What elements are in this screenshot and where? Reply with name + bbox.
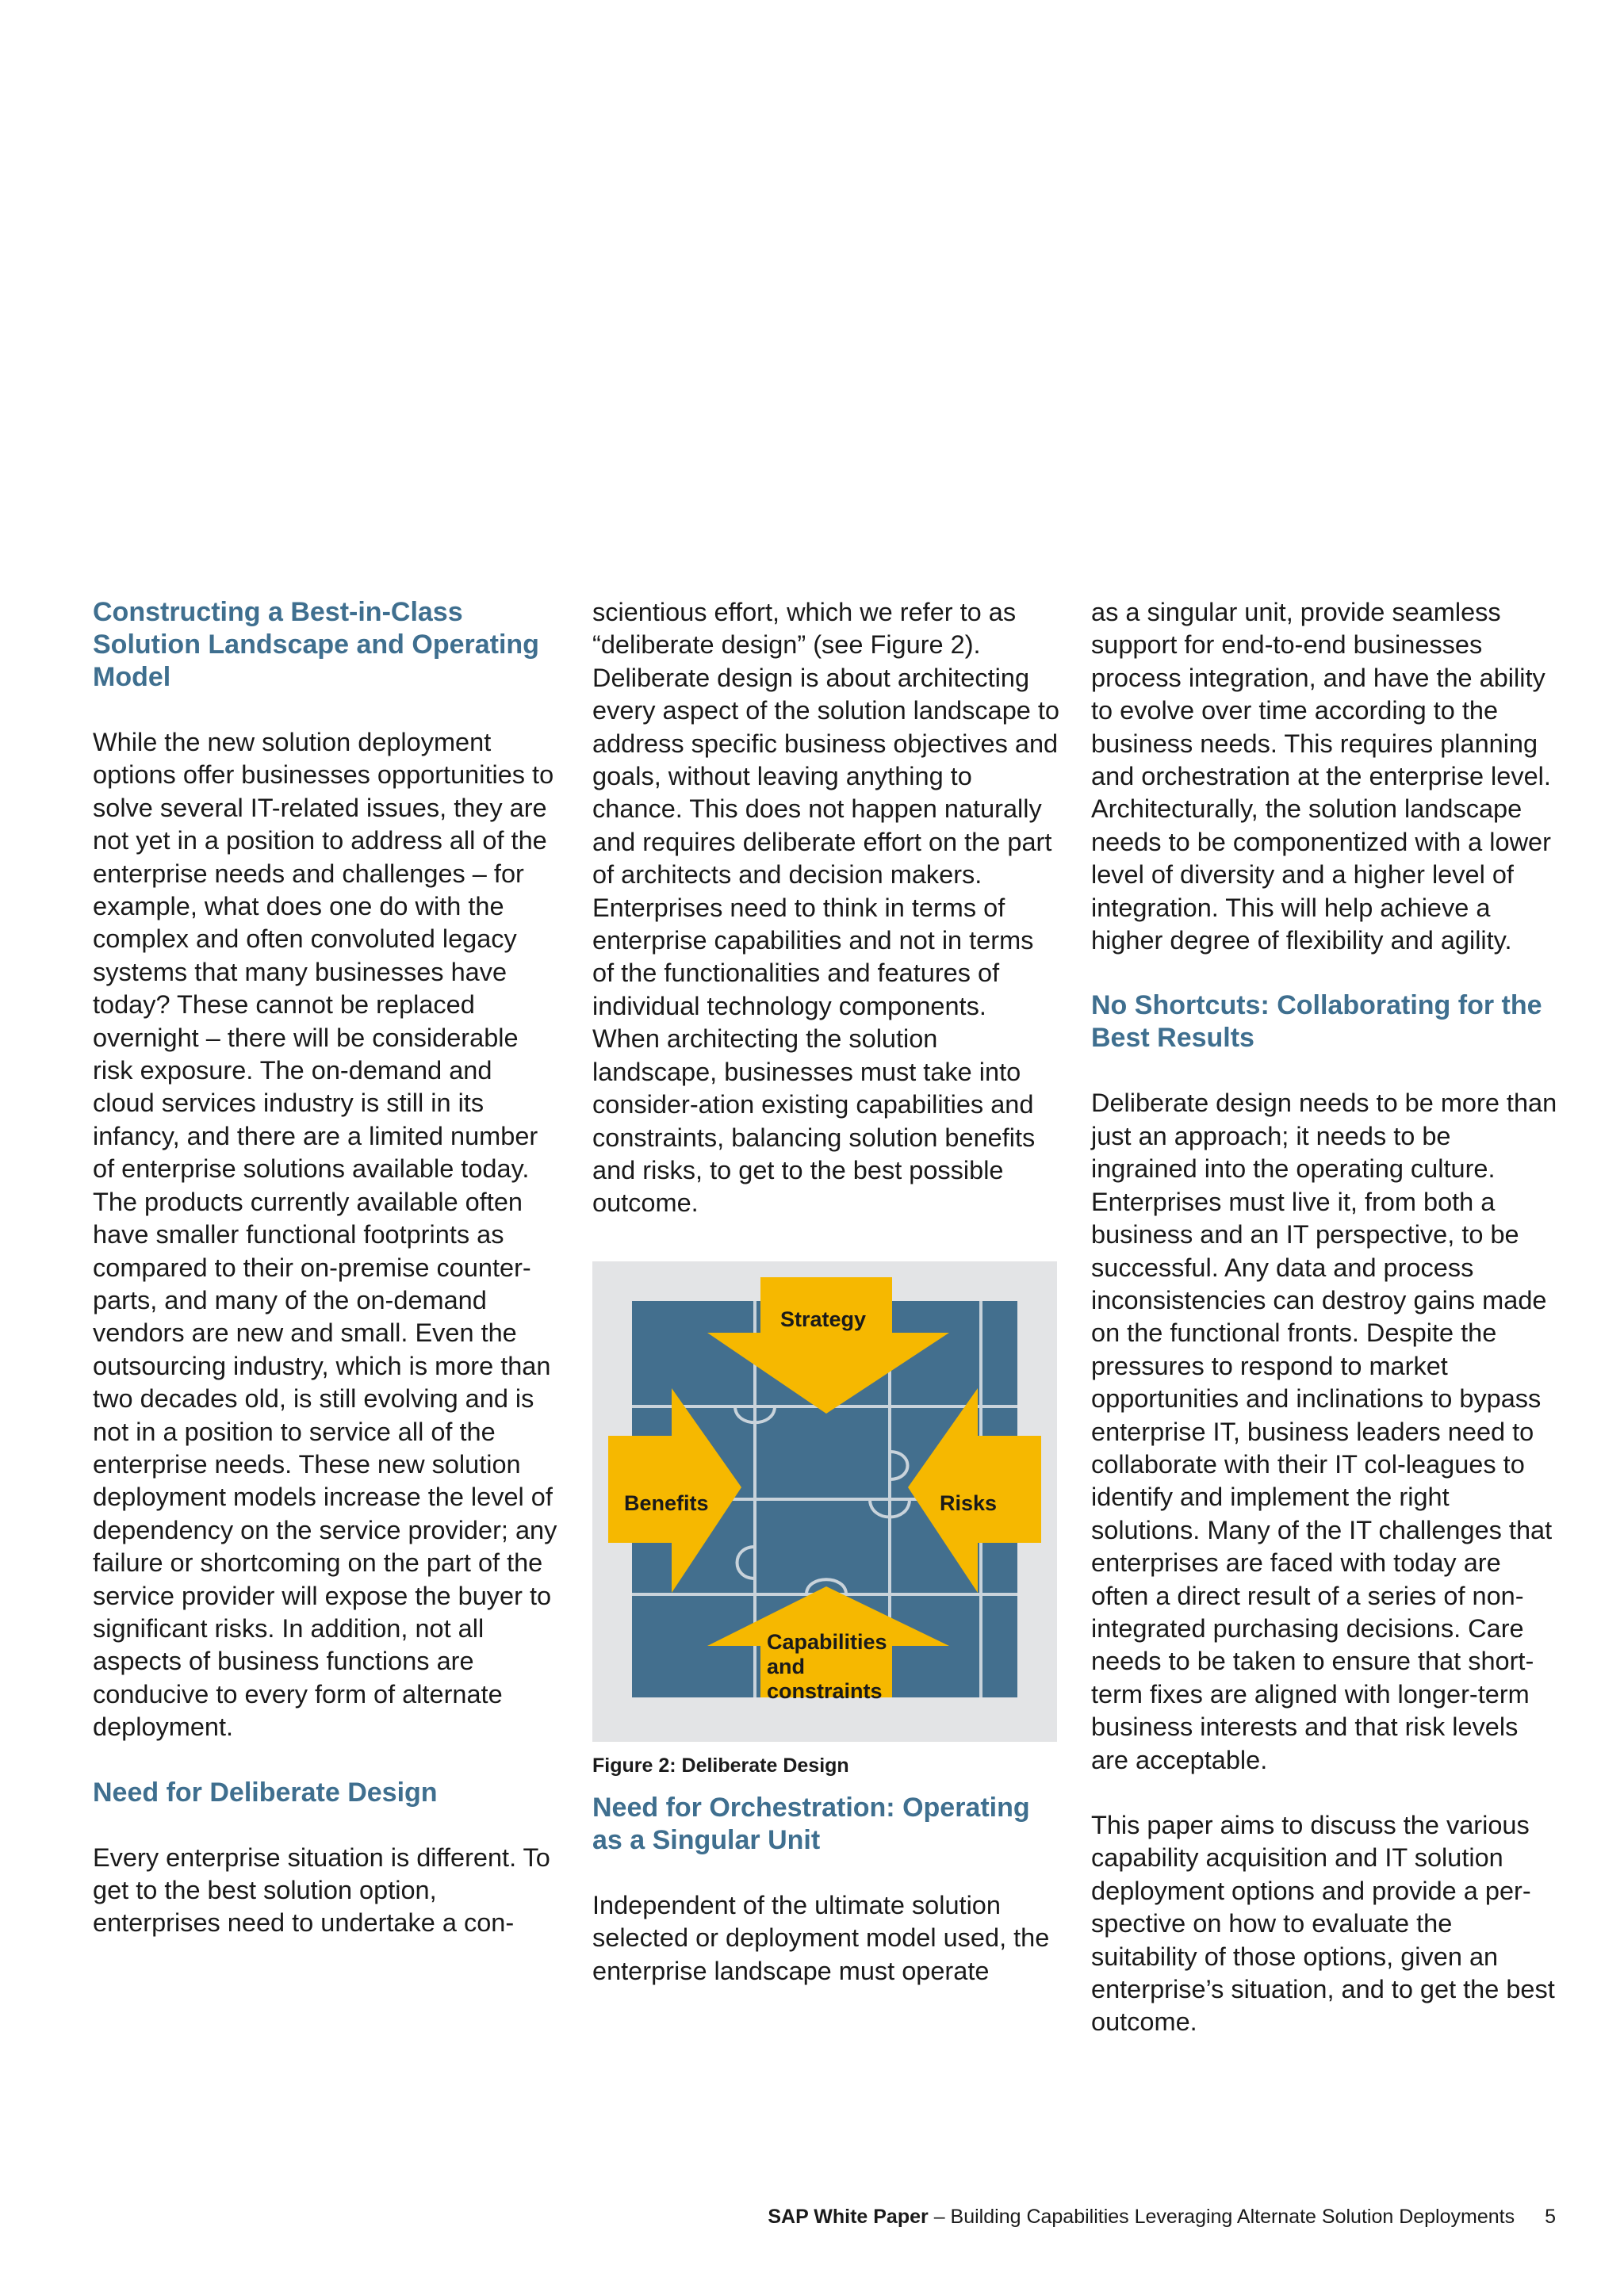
paragraph-independent-solution: Independent of the ultimate solution selected or deployment model used, the enterprise landscape must operate	[592, 1890, 1050, 1985]
paragraph-paper-aims: This paper aims to discuss the various capability acquisition and IT solution deployment options and provide a per-spective on how to evaluate the suitability of those options, given an enterprise’s situation, and to get the best outcome.	[1091, 1811, 1555, 2037]
deliberate-design-figure	[592, 1261, 1057, 1742]
figure-caption: Figure 2: Deliberate Design	[592, 1754, 849, 1777]
paragraph-enterprise-situation: Every enterprise situation is different. To get to the best solution option, enterprises need to undertake a con-	[93, 1843, 550, 1938]
section-heading-best-in-class: Constructing a Best-in-Class Solution Landscape and Operating Model	[93, 597, 539, 692]
paragraph-solution-options: While the new solution deployment options offer businesses opportunities to solve several IT-related issues, they are not yet in a position to address all of the enterprise needs and challenges – for example, what does one do with the complex and often convoluted legacy systems that many businesses have today? These cannot be replaced overnight – there will be considerable risk exposure. The on-demand and cloud services industry is still in its infancy, and there are a limited number of enterprise solutions available today. The products currently available often have smaller functional footprints as compared to their on-premise counter-parts, and many of the on-demand vendors are new and small. Even the outsourcing industry, which is more than two decades old, is still evolving and is not in a position to service all of the enterprise needs. These new solution deployment models increase the level of dependency on the service provider; any failure or shortcoming on the part of the service provider will expose the buyer to significant risks. In addition, not all aspects of business functions are conducive to every form of alternate deployment.	[93, 728, 557, 1742]
paragraph-deliberate-design: scientious effort, which we refer to as “deliberate design” (see Figure 2). Deliberate design is about architecting every aspect of the solution landscape to address specific business objectives and goals, without leaving anything to chance. This does not happen naturally and requires deliberate effort on the part of architects and decision makers. Enterprises need to think in terms of enterprise capabilities and not in terms of the functionalities and features of individual technology components. When architecting the solution landscape, businesses must take into consider-ation existing capabilities and constraints, balancing solution benefits and risks, to get to the best possible outcome.	[592, 598, 1059, 1218]
page-number: 5	[1545, 2206, 1556, 2228]
label-benefits: Benefits	[624, 1490, 709, 1515]
section-heading-orchestration: Need for Orchestration: Operating as a Singular Unit	[592, 1792, 1030, 1855]
label-capabilities-constraints: Capabilities and constraints	[767, 1629, 887, 1703]
column-2	[592, 596, 1060, 1988]
page-footer	[768, 2205, 1556, 2229]
footer-title: – Building Capabilities Leveraging Alternate Solution Deployments	[928, 2206, 1515, 2228]
column-3	[1091, 596, 1559, 2039]
section-heading-no-shortcuts: No Shortcuts: Collaborating for the Best Results	[1091, 990, 1542, 1054]
section-heading-deliberate-design: Need for Deliberate Design	[93, 1777, 438, 1808]
column-1	[93, 596, 561, 1940]
paragraph-collaboration: Deliberate design needs to be more than just an approach; it needs to be ingrained into the operating culture. Enterprises must live it, from both a business and an IT perspective, to be successful. Any data and process inconsistencies can destroy gains made on the functional fronts. Despite the pressures to respond to market opportunities and inclinations to bypass enterprise IT, business leaders need to collaborate with their IT col-leagues to identify and implement the right solutions. Many of the IT challenges that enterprises are faced with today are often a direct result of a series of non-integrated purchasing decisions. Care needs to be taken to ensure that short-term fixes are aligned with longer-term business interests and that risk levels are acceptable.	[1091, 1089, 1557, 1774]
footer-brand: SAP White Paper	[768, 2206, 929, 2228]
label-risks: Risks	[940, 1490, 998, 1515]
label-strategy: Strategy	[780, 1307, 867, 1331]
paragraph-singular-unit: as a singular unit, provide seamless support for end-to-end businesses process integration, and have the ability to evolve over time according to the business needs. This requires planning and orchestration at the enterprise level. Architecturally, the solution landscape needs to be componentized with a lower level of diversity and a higher level of integration. This will help achieve a higher degree of flexibility and agility.	[1091, 598, 1551, 955]
